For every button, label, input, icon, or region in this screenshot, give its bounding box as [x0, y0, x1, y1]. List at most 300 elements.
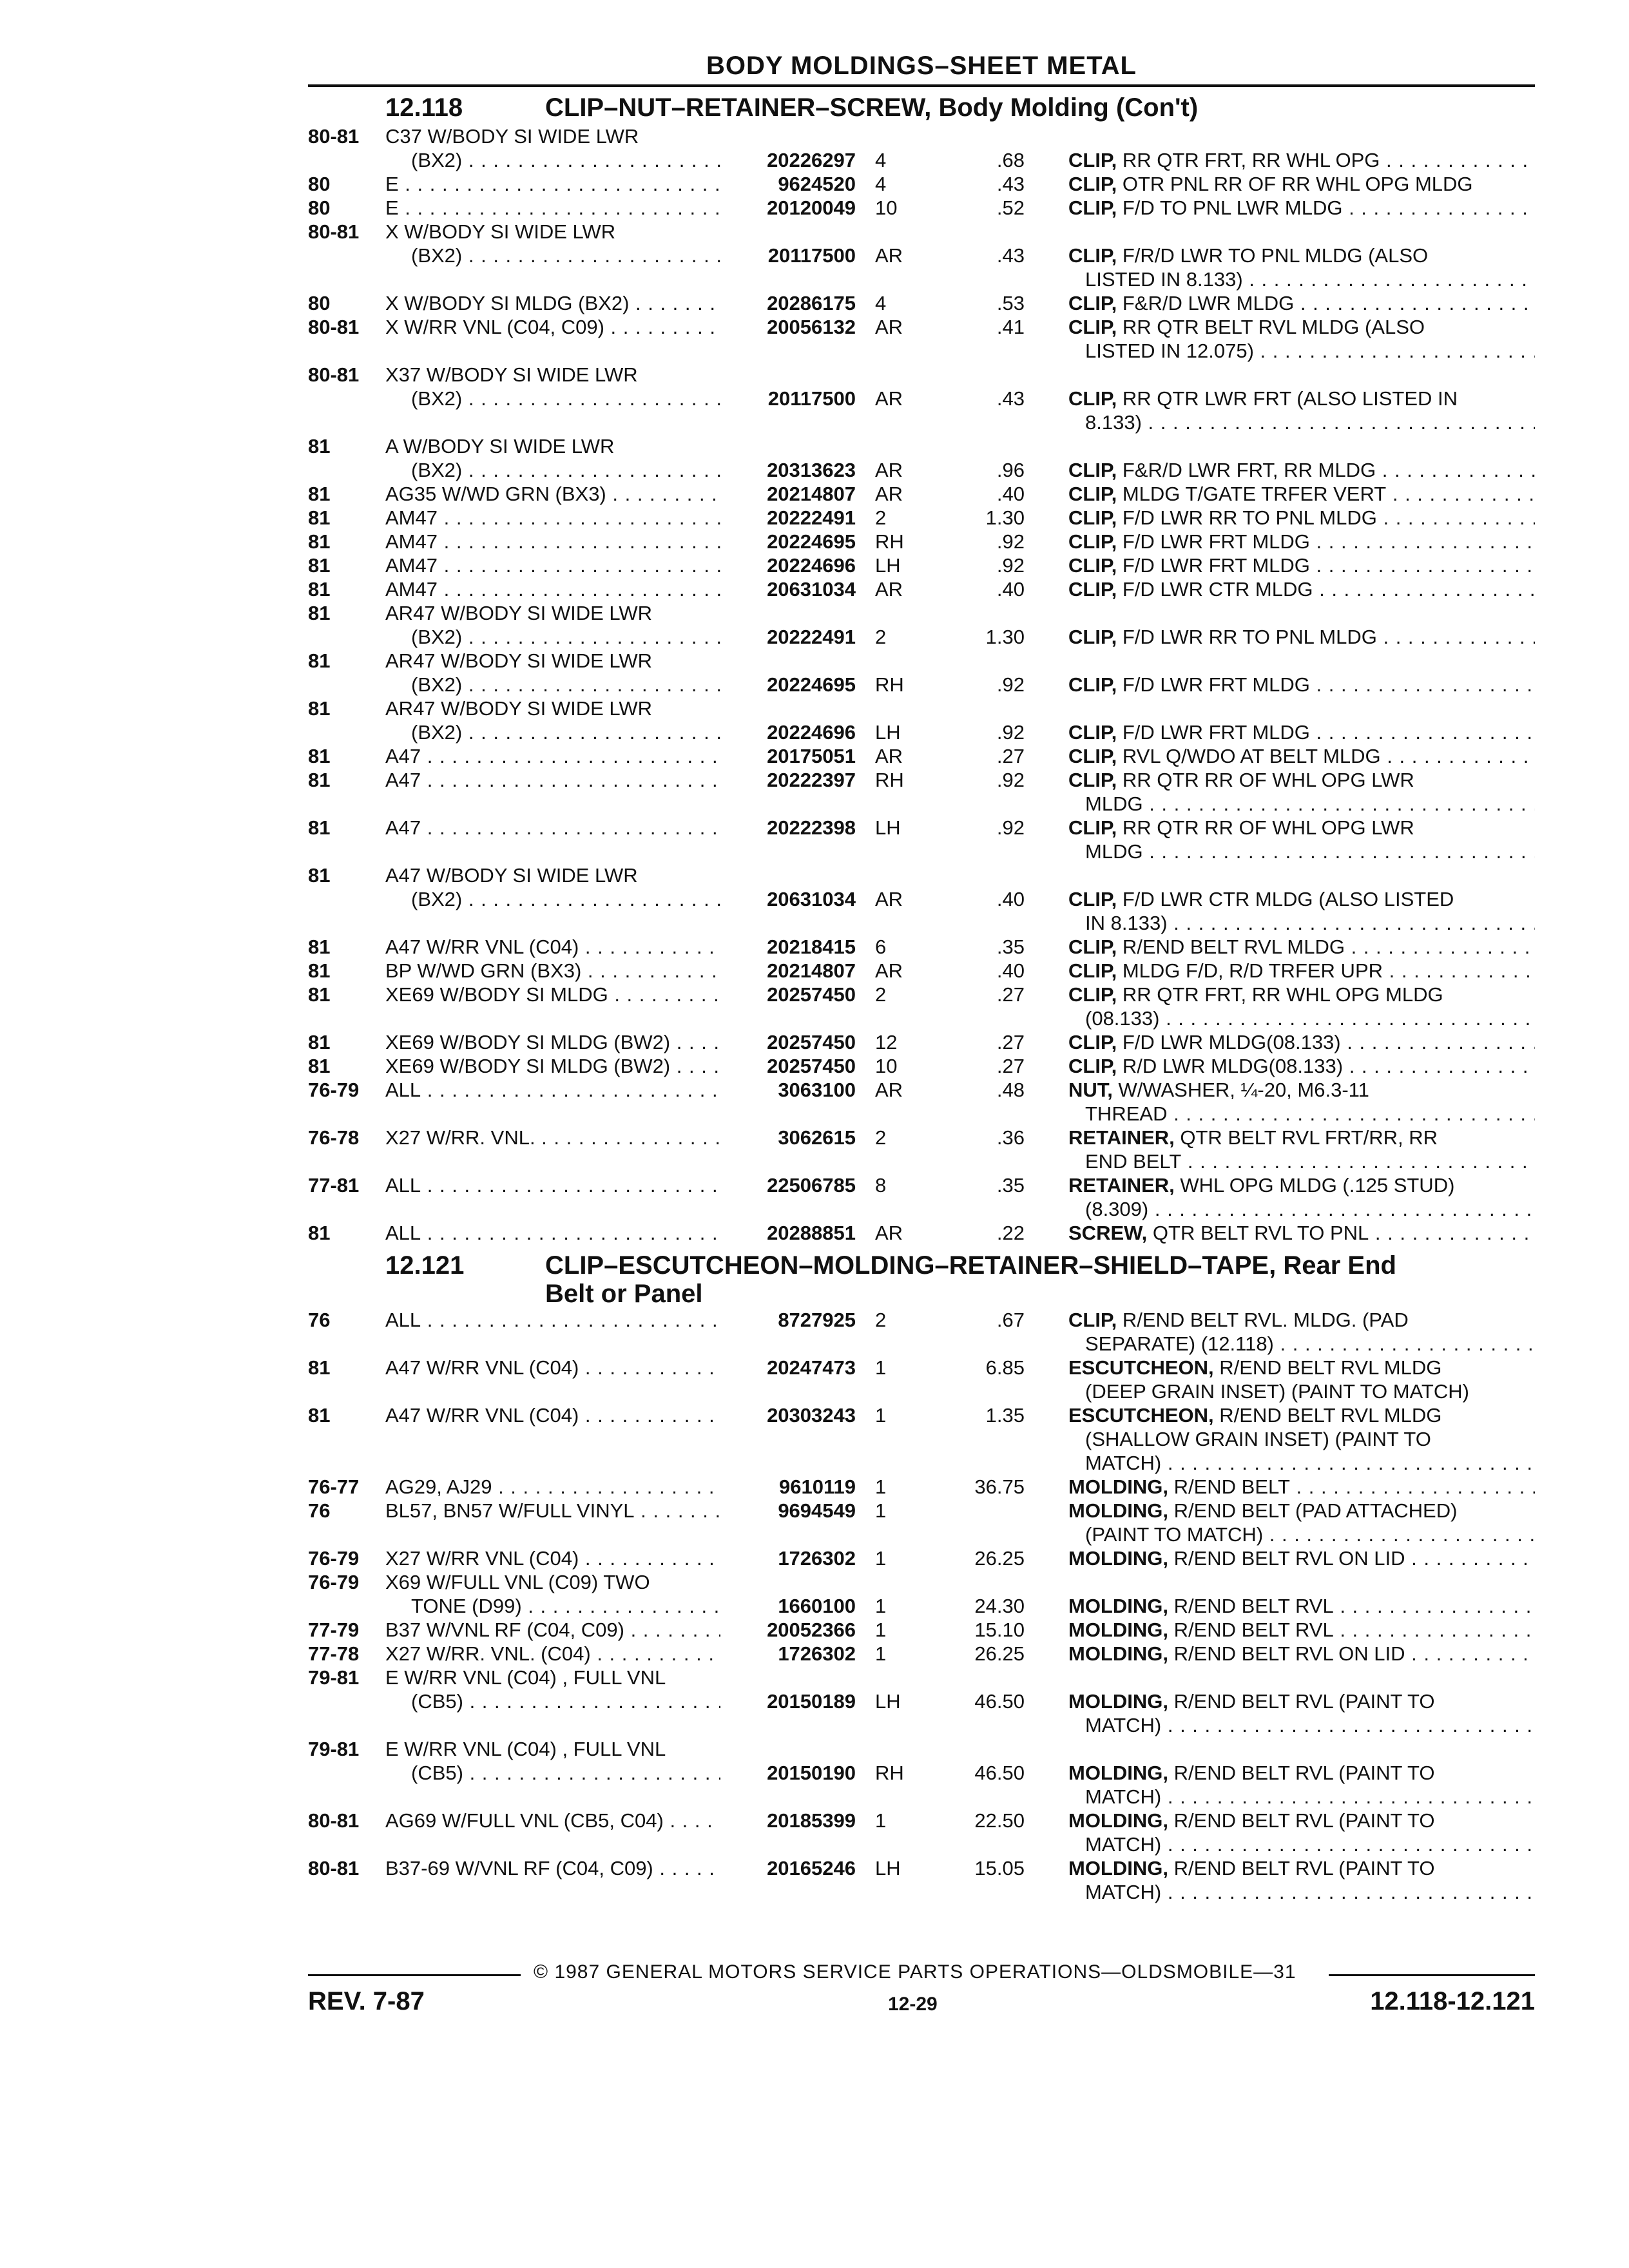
- parts-row: [308, 244, 1535, 267]
- price: .67: [996, 1309, 1025, 1331]
- application-description: TONE (D99) . . .: [411, 1594, 720, 1618]
- price: 46.50: [974, 1762, 1025, 1784]
- price: 36.75: [974, 1475, 1025, 1498]
- model-year: 81: [308, 1055, 331, 1077]
- price: .27: [996, 1055, 1025, 1077]
- quantity: AR: [875, 387, 903, 410]
- quantity: 2: [875, 506, 887, 529]
- part-name: [1068, 196, 1535, 220]
- part-name-noun: CLIP,: [1068, 888, 1117, 910]
- model-year: 81: [308, 745, 331, 767]
- parts-row: [308, 768, 1535, 792]
- model-year: 81: [308, 649, 331, 672]
- part-number: 20185399: [767, 1809, 856, 1832]
- part-name-detail: QTR BELT RVL TO PNL: [1147, 1222, 1369, 1244]
- part-name-detail: F/D LWR FRT MLDG: [1117, 721, 1310, 744]
- parts-row: [308, 1173, 1535, 1197]
- part-name-detail: QTR BELT RVL FRT/RR, RR: [1174, 1126, 1438, 1149]
- quantity: 4: [875, 149, 887, 171]
- price: .36: [996, 1126, 1025, 1149]
- part-name-noun: MOLDING,: [1068, 1595, 1168, 1617]
- part-number: 20286175: [767, 292, 856, 314]
- model-year: 81: [308, 1222, 331, 1244]
- part-name-detail: THREAD: [1085, 1102, 1168, 1125]
- part-name: [1068, 935, 1535, 959]
- part-name: [1068, 553, 1535, 577]
- part-name: [1068, 506, 1535, 530]
- application-description: AR47 W/BODY SI WIDE LWR: [385, 602, 652, 624]
- parts-row: [308, 1356, 1535, 1379]
- parts-row: [308, 1030, 1535, 1054]
- price: .41: [996, 316, 1025, 338]
- part-name-detail: F/D LWR RR TO PNL MLDG: [1117, 506, 1377, 529]
- application-description: E . . .: [385, 172, 720, 196]
- price: .43: [996, 173, 1025, 195]
- quantity: 6: [875, 936, 887, 958]
- model-year: 80-81: [308, 1857, 360, 1879]
- parts-row: [308, 315, 1535, 339]
- parts-row: [308, 172, 1535, 196]
- section-heading: CLIP–ESCUTCHEON–MOLDING–RETAINER–SHIELD–TAPE, Rear End: [545, 1251, 1396, 1280]
- parts-row: [308, 387, 1535, 410]
- quantity: 1: [875, 1499, 887, 1522]
- part-name-detail: F&R/D LWR MLDG: [1117, 292, 1295, 314]
- model-year: 80-81: [308, 220, 360, 243]
- price: 46.50: [974, 1690, 1025, 1713]
- application-description: AG69 W/FULL VNL (CB5, C04) . . .: [385, 1809, 720, 1832]
- model-year: 80: [308, 292, 331, 314]
- part-name: [1068, 625, 1535, 649]
- part-name-detail: R/END BELT: [1168, 1475, 1290, 1498]
- part-name-detail: SEPARATE) (12.118): [1085, 1332, 1274, 1355]
- model-year: 81: [308, 864, 331, 887]
- application-description: A47 W/BODY SI WIDE LWR: [385, 864, 638, 887]
- parts-row: [308, 1689, 1535, 1713]
- application-description: BP W/WD GRN (BX3) . . .: [385, 959, 720, 983]
- section-number: 12.121: [385, 1251, 465, 1280]
- application-description: E . . .: [385, 196, 720, 220]
- part-name-noun: CLIP,: [1068, 387, 1117, 410]
- part-name-detail: IN 8.133): [1085, 912, 1168, 934]
- parts-row: [308, 506, 1535, 530]
- application-description: X27 W/RR VNL (C04) . . .: [385, 1546, 720, 1570]
- application-description: (CB5) . . .: [411, 1761, 720, 1785]
- quantity: 1: [875, 1547, 887, 1570]
- quantity: LH: [875, 554, 901, 577]
- part-number: 20150189: [767, 1690, 856, 1713]
- part-name-detail: F/R/D LWR TO PNL MLDG (ALSO: [1117, 244, 1429, 267]
- quantity: 8: [875, 1174, 887, 1196]
- part-name-noun: MOLDING,: [1068, 1857, 1168, 1879]
- part-name: [1068, 1499, 1535, 1523]
- part-name: [1068, 1475, 1535, 1499]
- price: .92: [996, 721, 1025, 744]
- part-name-detail: OTR PNL RR OF RR WHL OPG MLDG: [1117, 173, 1473, 195]
- price: 15.10: [974, 1619, 1025, 1641]
- parts-row: [308, 1523, 1535, 1546]
- parts-row: [308, 1054, 1535, 1078]
- parts-row: [308, 1546, 1535, 1570]
- price: .27: [996, 983, 1025, 1006]
- model-year: 76-78: [308, 1126, 360, 1149]
- model-year: 77-78: [308, 1642, 360, 1665]
- part-name-noun: NUT,: [1068, 1079, 1113, 1101]
- part-name: [1068, 673, 1535, 697]
- application-description: AG35 W/WD GRN (BX3) . . .: [385, 482, 720, 506]
- part-name: [1085, 1332, 1535, 1356]
- parts-row: [308, 1451, 1535, 1475]
- parts-row: [308, 887, 1535, 911]
- quantity: 1: [875, 1619, 887, 1641]
- part-name-detail: RR QTR BELT RVL MLDG (ALSO: [1117, 316, 1425, 338]
- price: .68: [996, 149, 1025, 171]
- part-name-detail: (SHALLOW GRAIN INSET) (PAINT TO: [1085, 1428, 1431, 1450]
- part-name-detail: F/D LWR FRT MLDG: [1117, 673, 1310, 696]
- part-name-detail: R/END BELT RVL: [1168, 1619, 1334, 1641]
- parts-row: [308, 1475, 1535, 1499]
- quantity: LH: [875, 721, 901, 744]
- model-year: 79-81: [308, 1738, 360, 1760]
- part-name-noun: CLIP,: [1068, 244, 1117, 267]
- model-year: 77-81: [308, 1174, 360, 1196]
- part-number: 20224695: [767, 673, 856, 696]
- quantity: AR: [875, 316, 903, 338]
- parts-row: [308, 1570, 1535, 1594]
- section-number: 12.118: [385, 93, 463, 122]
- part-name-detail: RR QTR FRT, RR WHL OPG: [1117, 149, 1380, 171]
- parts-row: [308, 1078, 1535, 1102]
- application-description: A47 W/RR VNL (C04) . . .: [385, 1356, 720, 1379]
- part-name: [1068, 1618, 1535, 1642]
- part-name-detail: MLDG F/D, R/D TRFER UPR: [1117, 959, 1383, 982]
- part-number: 20218415: [767, 936, 856, 958]
- part-name-detail: F/D LWR RR TO PNL MLDG: [1117, 626, 1377, 648]
- part-name-detail: WHL OPG MLDG (.125 STUD): [1174, 1174, 1455, 1196]
- quantity: 1: [875, 1475, 887, 1498]
- quantity: 1: [875, 1595, 887, 1617]
- application-description: (BX2) . . .: [411, 244, 720, 267]
- part-number: 20117500: [767, 244, 856, 267]
- part-name-detail: MLDG: [1085, 793, 1143, 815]
- part-name-detail: MATCH): [1085, 1785, 1162, 1808]
- part-number: 20226297: [767, 149, 856, 171]
- part-name-detail: (08.133): [1085, 1007, 1160, 1030]
- section-range: 12.118-12.121: [1370, 1987, 1535, 2015]
- part-name: [1085, 1197, 1535, 1221]
- part-number: 20631034: [767, 888, 856, 910]
- part-name-noun: RETAINER,: [1068, 1126, 1175, 1149]
- quantity: 10: [875, 1055, 898, 1077]
- part-name: [1068, 744, 1535, 768]
- parts-row: [308, 124, 1535, 148]
- parts-row: [308, 434, 1535, 458]
- part-name-noun: MOLDING,: [1068, 1690, 1168, 1713]
- price: .48: [996, 1079, 1025, 1101]
- parts-row: [308, 1618, 1535, 1642]
- quantity: 2: [875, 1309, 887, 1331]
- model-year: 76-79: [308, 1571, 360, 1593]
- price: .40: [996, 483, 1025, 505]
- quantity: 4: [875, 173, 887, 195]
- section-title-12-118: [308, 93, 1535, 124]
- part-name-noun: CLIP,: [1068, 292, 1117, 314]
- part-number: 3063100: [778, 1079, 856, 1101]
- part-name-detail: R/END BELT RVL (PAINT TO: [1168, 1762, 1435, 1784]
- model-year: 81: [308, 554, 331, 577]
- part-name-detail: RVL Q/WDO AT BELT MLDG: [1117, 745, 1381, 767]
- part-name-noun: CLIP,: [1068, 578, 1117, 601]
- part-number: 1726302: [778, 1547, 856, 1570]
- price: .40: [996, 888, 1025, 910]
- parts-row: [308, 792, 1535, 816]
- part-number: 20224695: [767, 530, 856, 553]
- parts-row: [308, 410, 1535, 434]
- part-name: [1068, 1054, 1535, 1078]
- part-name: [1068, 1403, 1535, 1427]
- model-year: 81: [308, 530, 331, 553]
- quantity: AR: [875, 483, 903, 505]
- application-description: E W/RR VNL (C04) , FULL VNL: [385, 1666, 666, 1689]
- quantity: 1: [875, 1356, 887, 1379]
- part-name: [1085, 1379, 1535, 1403]
- price: .40: [996, 959, 1025, 982]
- part-number: 8727925: [778, 1309, 856, 1331]
- part-name-noun: CLIP,: [1068, 316, 1117, 338]
- page-header-title: BODY MOLDINGS–SHEET METAL: [706, 52, 1137, 80]
- part-name-detail: R/D LWR MLDG(08.133): [1117, 1055, 1344, 1077]
- part-number: 20222397: [767, 769, 856, 791]
- price: .52: [996, 197, 1025, 219]
- copyright-text: © 1987 GENERAL MOTORS SERVICE PARTS OPERATIONS—OLDSMOBILE—31: [534, 1961, 1296, 1983]
- model-year: 81: [308, 816, 331, 839]
- part-number: 20120049: [767, 197, 856, 219]
- parts-row: [308, 649, 1535, 673]
- part-name-noun: CLIP,: [1068, 769, 1117, 791]
- application-description: XE69 W/BODY SI MLDG (BW2) . . .: [385, 1054, 720, 1078]
- application-description: AM47 . . .: [385, 506, 720, 530]
- part-name-noun: CLIP,: [1068, 959, 1117, 982]
- part-number: 20222398: [767, 816, 856, 839]
- part-name: [1085, 1832, 1535, 1856]
- application-description: B37 W/VNL RF (C04, C09) . . .: [385, 1618, 720, 1642]
- parts-row: [308, 1856, 1535, 1880]
- parts-row: [308, 1308, 1535, 1332]
- part-name-noun: MOLDING,: [1068, 1547, 1168, 1570]
- part-name-detail: R/END BELT RVL. MLDG. (PAD: [1117, 1309, 1409, 1331]
- part-name-detail: F/D LWR MLDG(08.133): [1117, 1031, 1341, 1053]
- part-name-noun: MOLDING,: [1068, 1619, 1168, 1641]
- part-name-detail: R/END BELT RVL ON LID: [1168, 1642, 1405, 1665]
- application-description: X W/RR VNL (C04, C09) . . .: [385, 315, 720, 339]
- model-year: 81: [308, 959, 331, 982]
- part-name: [1085, 1006, 1535, 1030]
- part-name: [1085, 267, 1535, 291]
- part-name: [1085, 1713, 1535, 1737]
- quantity: RH: [875, 769, 904, 791]
- parts-row: [308, 720, 1535, 744]
- parts-row: [308, 1880, 1535, 1904]
- quantity: LH: [875, 1857, 901, 1879]
- part-name-detail: (8.309): [1085, 1198, 1149, 1220]
- part-name: [1068, 1308, 1535, 1332]
- part-number: 20247473: [767, 1356, 856, 1379]
- application-description: B37-69 W/VNL RF (C04, C09) . . .: [385, 1856, 720, 1880]
- part-name: [1068, 577, 1535, 601]
- part-number: 1726302: [778, 1642, 856, 1665]
- model-year: 80-81: [308, 1809, 360, 1832]
- part-number: 20224696: [767, 554, 856, 577]
- part-name-detail: (DEEP GRAIN INSET) (PAINT TO MATCH): [1085, 1380, 1469, 1403]
- price: .53: [996, 292, 1025, 314]
- part-name: [1085, 792, 1535, 816]
- section-heading: CLIP–NUT–RETAINER–SCREW, Body Molding (Con't): [545, 93, 1199, 122]
- part-name: [1085, 1102, 1535, 1126]
- part-name-detail: R/END BELT RVL (PAINT TO: [1168, 1690, 1435, 1713]
- part-name-detail: F/D LWR CTR MLDG (ALSO LISTED: [1117, 888, 1454, 910]
- parts-row: [308, 1832, 1535, 1856]
- application-description: ALL . . .: [385, 1221, 720, 1245]
- part-name: [1068, 1546, 1535, 1570]
- part-name-detail: RR QTR RR OF WHL OPG LWR: [1117, 769, 1414, 791]
- model-year: 77-79: [308, 1619, 360, 1641]
- part-name-detail: R/END BELT RVL: [1168, 1595, 1334, 1617]
- price: .92: [996, 769, 1025, 791]
- part-name: [1085, 410, 1535, 434]
- part-name: [1068, 720, 1535, 744]
- quantity: AR: [875, 244, 903, 267]
- model-year: 81: [308, 578, 331, 601]
- part-name-noun: CLIP,: [1068, 173, 1117, 195]
- part-name: [1068, 1761, 1535, 1785]
- part-number: 1660100: [778, 1595, 856, 1617]
- part-name-detail: R/END BELT RVL MLDG: [1213, 1404, 1442, 1427]
- parts-row: [308, 577, 1535, 601]
- part-name-noun: CLIP,: [1068, 1055, 1117, 1077]
- price: 1.30: [985, 506, 1025, 529]
- price: .96: [996, 459, 1025, 481]
- model-year: 76: [308, 1309, 331, 1331]
- application-description: XE69 W/BODY SI MLDG (BW2) . . .: [385, 1030, 720, 1054]
- part-name-noun: RETAINER,: [1068, 1174, 1175, 1196]
- model-year: 81: [308, 1356, 331, 1379]
- part-name-detail: R/END BELT (PAD ATTACHED): [1168, 1499, 1458, 1522]
- part-number: 9694549: [778, 1499, 856, 1522]
- part-number: 20117500: [767, 387, 856, 410]
- parts-row: [308, 863, 1535, 887]
- price: .22: [996, 1222, 1025, 1244]
- part-name-detail: R/END BELT RVL (PAINT TO: [1168, 1857, 1435, 1879]
- part-name: [1068, 1689, 1535, 1713]
- footer-rule-left: [308, 1974, 521, 1976]
- parts-row: [308, 196, 1535, 220]
- application-description: (BX2) . . .: [411, 887, 720, 911]
- part-name-detail: R/END BELT RVL (PAINT TO: [1168, 1809, 1435, 1832]
- model-year: 76: [308, 1499, 331, 1522]
- quantity: 10: [875, 197, 898, 219]
- quantity: AR: [875, 578, 903, 601]
- page-number: 12-29: [888, 1994, 938, 2015]
- application-description: A47 W/RR VNL (C04) . . .: [385, 1403, 720, 1427]
- parts-row: [308, 1403, 1535, 1427]
- part-name: [1085, 911, 1535, 935]
- price: .92: [996, 530, 1025, 553]
- application-description: AM47 . . .: [385, 577, 720, 601]
- part-name-detail: F/D LWR FRT MLDG: [1117, 554, 1310, 577]
- part-name: [1068, 1030, 1535, 1054]
- part-name-detail: MATCH): [1085, 1714, 1162, 1736]
- part-name: [1068, 1078, 1535, 1102]
- part-name-detail: MATCH): [1085, 1881, 1162, 1903]
- parts-row: [308, 530, 1535, 553]
- section-heading-continued: Belt or Panel: [545, 1280, 703, 1308]
- parts-row: [308, 1126, 1535, 1149]
- part-number: 20052366: [767, 1619, 856, 1641]
- parts-row: [308, 959, 1535, 983]
- part-name: [1068, 1126, 1535, 1149]
- part-name-detail: RR QTR FRT, RR WHL OPG MLDG: [1117, 983, 1443, 1006]
- quantity: 1: [875, 1404, 887, 1427]
- part-name-noun: MOLDING,: [1068, 1642, 1168, 1665]
- price: 26.25: [974, 1642, 1025, 1665]
- part-name-detail: MLDG T/GATE TRFER VERT: [1117, 483, 1387, 505]
- part-number: 20214807: [767, 483, 856, 505]
- price: 6.85: [985, 1356, 1025, 1379]
- parts-list-12-118: [308, 124, 1535, 1245]
- part-name: [1068, 1221, 1535, 1245]
- part-name-detail: LISTED IN 12.075): [1085, 340, 1254, 362]
- model-year: 81: [308, 1404, 331, 1427]
- quantity: RH: [875, 1762, 904, 1784]
- price: 22.50: [974, 1809, 1025, 1832]
- part-name-detail: MLDG: [1085, 840, 1143, 863]
- part-name: [1068, 1356, 1535, 1379]
- part-name: [1085, 339, 1535, 363]
- part-name-detail: (PAINT TO MATCH): [1085, 1523, 1264, 1546]
- part-number: 20222491: [767, 506, 856, 529]
- part-number: 20056132: [767, 316, 856, 338]
- price: .40: [996, 578, 1025, 601]
- part-name: [1068, 1809, 1535, 1832]
- part-name-noun: SCREW,: [1068, 1222, 1148, 1244]
- part-name: [1068, 768, 1535, 792]
- part-name-detail: F&R/D LWR FRT, RR MLDG: [1117, 459, 1376, 481]
- quantity: RH: [875, 673, 904, 696]
- application-description: A47 . . .: [385, 768, 720, 792]
- application-description: AR47 W/BODY SI WIDE LWR: [385, 697, 652, 720]
- part-name-noun: MOLDING,: [1068, 1499, 1168, 1522]
- application-description: AG29, AJ29 . . .: [385, 1475, 720, 1499]
- part-name-noun: CLIP,: [1068, 983, 1117, 1006]
- application-description: (CB5) . . .: [411, 1689, 720, 1713]
- model-year: 76-77: [308, 1475, 360, 1498]
- model-year: 81: [308, 1031, 331, 1053]
- footer-rule-right: [1329, 1974, 1535, 1976]
- part-name-noun: CLIP,: [1068, 530, 1117, 553]
- parts-row: [308, 816, 1535, 840]
- parts-row: [308, 1102, 1535, 1126]
- part-number: 20631034: [767, 578, 856, 601]
- model-year: 81: [308, 983, 331, 1006]
- footer-bottom: [308, 1984, 1535, 2017]
- quantity: AR: [875, 959, 903, 982]
- application-description: BL57, BN57 W/FULL VINYL . . .: [385, 1499, 720, 1523]
- part-number: 20165246: [767, 1857, 856, 1879]
- part-name: [1068, 482, 1535, 506]
- part-name-detail: MATCH): [1085, 1452, 1162, 1474]
- parts-row: [308, 1379, 1535, 1403]
- price: .27: [996, 1031, 1025, 1053]
- part-name-noun: CLIP,: [1068, 459, 1117, 481]
